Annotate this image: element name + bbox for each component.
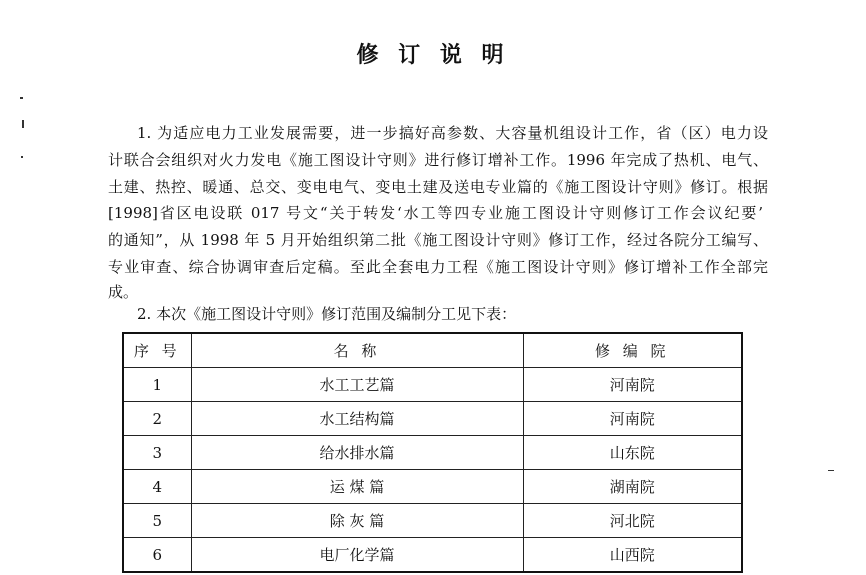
paragraph-line: 计联合会组织对火力发电《施工图设计守则》进行修订增补工作。1996 年完成了热机、电气、	[108, 151, 768, 169]
cell-name: 运 煤 篇	[191, 470, 523, 504]
cell-name: 除 灰 篇	[191, 504, 523, 538]
paragraph-line: [1998]省区电设联 017 号文“关于转发‘水工等四专业施工图设计守则修订工作会议纪要’	[108, 204, 763, 222]
cell-institute: 河南院	[523, 402, 742, 436]
scan-speck	[21, 156, 23, 158]
table-row	[123, 402, 742, 436]
table-row	[123, 538, 742, 573]
table-row	[123, 504, 742, 538]
cell-name: 水工结构篇	[191, 402, 523, 436]
cell-number: 5	[123, 504, 191, 538]
page-title: 修 订 说 明	[356, 42, 510, 68]
table-row	[123, 436, 742, 470]
column-header-name: 名 称	[191, 333, 523, 368]
column-header-number: 序 号	[123, 333, 191, 368]
column-header-institute: 修 编 院	[523, 333, 742, 368]
scan-speck	[20, 97, 23, 99]
table-intro-text: 2. 本次《施工图设计守则》修订范围及编制分工见下表：	[137, 305, 517, 323]
cell-institute: 河北院	[523, 504, 742, 538]
paragraph-line: 土建、热控、暖通、总交、变电电气、变电土建及送电专业篇的《施工图设计守则》修订。根据	[108, 178, 768, 196]
cell-name: 电厂化学篇	[191, 538, 523, 573]
table-row	[123, 470, 742, 504]
cell-name: 给水排水篇	[191, 436, 523, 470]
cell-number: 4	[123, 470, 191, 504]
scan-speck	[22, 120, 24, 128]
scan-speck	[828, 470, 834, 471]
cell-number: 3	[123, 436, 191, 470]
cell-institute: 山西院	[523, 538, 742, 573]
cell-number: 6	[123, 538, 191, 573]
cell-institute: 山东院	[523, 436, 742, 470]
cell-institute: 河南院	[523, 368, 742, 402]
paragraph-line: 1. 为适应电力工业发展需要，进一步搞好高参数、大容量机组设计工作，省（区）电力设	[137, 124, 768, 142]
revision-scope-table	[122, 332, 743, 573]
cell-institute: 湖南院	[523, 470, 742, 504]
cell-number: 1	[123, 368, 191, 402]
paragraph-line: 成。	[108, 283, 139, 301]
table-header-row	[123, 333, 742, 368]
paragraph-line: 的通知”，从 1998 年 5 月开始组织第二批《施工图设计守则》修订工作，经过各院分工编写、	[108, 231, 768, 249]
table-row	[123, 368, 742, 402]
cell-number: 2	[123, 402, 191, 436]
paragraph-line: 专业审查、综合协调审查后定稿。至此全套电力工程《施工图设计守则》修订增补工作全部完	[108, 258, 768, 276]
cell-name: 水工工艺篇	[191, 368, 523, 402]
